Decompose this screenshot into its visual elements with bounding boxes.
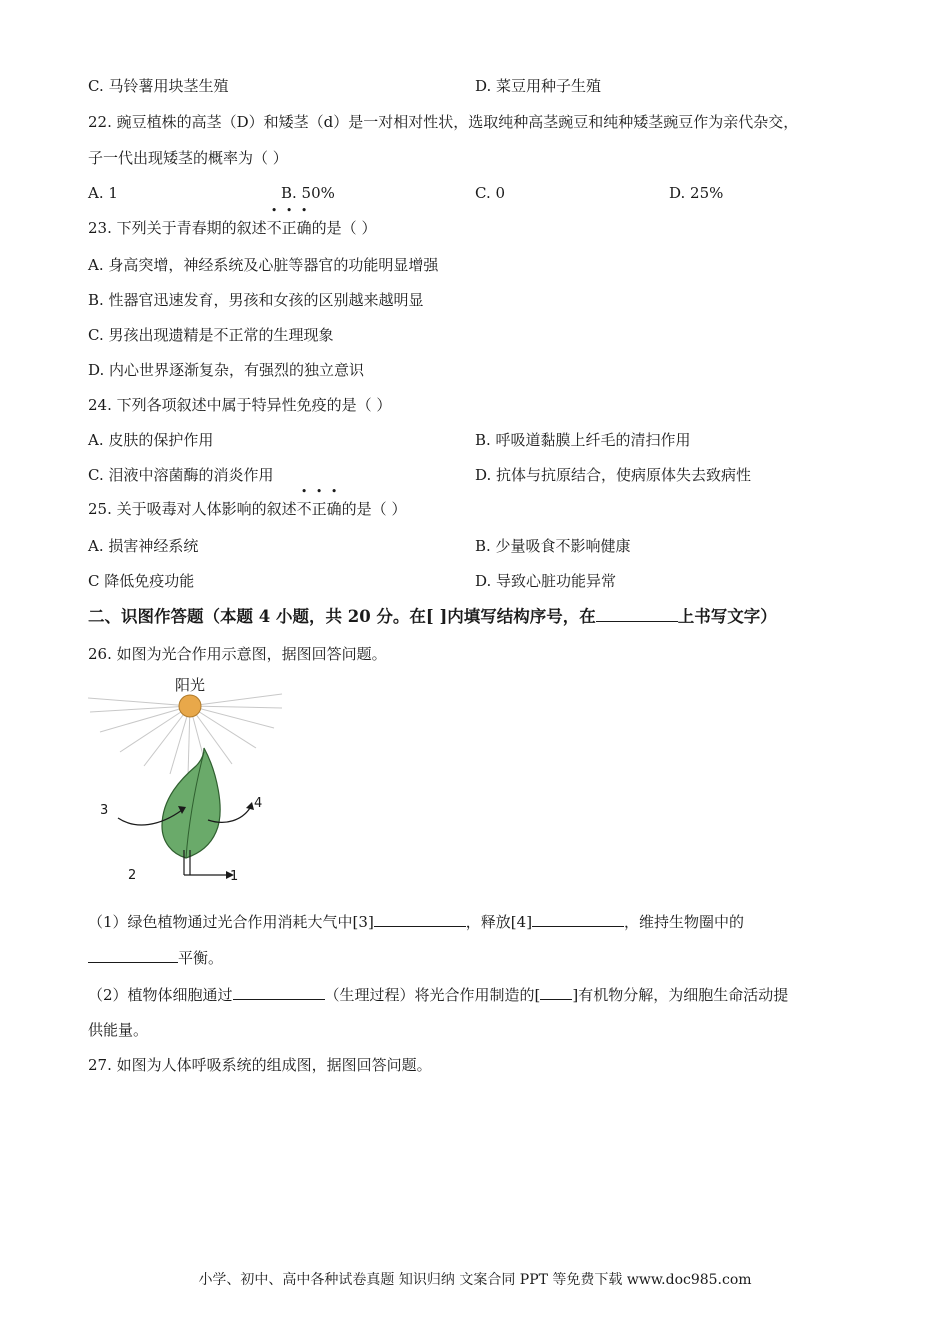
q25-emph-char: 正	[311, 500, 327, 518]
q25-emph-char: 确	[326, 500, 342, 518]
section-heading-post: 上书写文字）	[677, 607, 777, 626]
q22-option-d: D. 25%	[669, 184, 724, 202]
q22-option-a: A. 1	[88, 184, 118, 202]
q24-option-a: A. 皮肤的保护作用	[88, 431, 214, 449]
q25-option-a: A. 损害神经系统	[88, 537, 199, 555]
q26-sub2-line2: 供能量。	[88, 1021, 149, 1039]
q23-emph-char: 正	[281, 219, 297, 237]
sun-icon	[179, 695, 201, 717]
q23-stem-pre: 23. 下列关于青春期的叙述	[88, 219, 267, 237]
q26-sub1-text: ，维持生物圈中的	[624, 913, 745, 931]
label-4: 4	[254, 796, 263, 811]
q26-sub2-line1	[88, 983, 788, 1006]
q26-sub2-text: ]有机物分解，为细胞生命活动提	[572, 986, 789, 1004]
answer-blank[interactable]	[532, 910, 624, 927]
q25-stem-post: 的是（ ）	[341, 500, 407, 518]
q24-stem: 24. 下列各项叙述中属于特异性免疫的是（ ）	[88, 396, 392, 414]
q23-option-c: C. 男孩出现遗精是不正常的生理现象	[88, 326, 334, 344]
q23-stem	[88, 217, 376, 239]
answer-blank[interactable]	[233, 983, 325, 1000]
q22-option-c: C. 0	[475, 184, 506, 202]
q25-option-c: C 降低免疫功能	[88, 572, 195, 590]
q23-option-d: D. 内心世界逐渐复杂，有强烈的独立意识	[88, 361, 365, 379]
photosynthesis-figure	[86, 670, 286, 890]
q22-stem-line1: 22. 豌豆植株的高茎（D）和矮茎（d）是一对相对性状，选取纯种高茎豌豆和纯种矮茎豌豆作为亲代杂交，	[88, 113, 799, 131]
q24-option-c: C. 泪液中溶菌酶的消炎作用	[88, 466, 274, 484]
label-1: 1	[230, 869, 239, 884]
q26-sub2-text: （生理过程）将光合作用制造的[	[324, 986, 541, 1004]
label-2: 2	[128, 868, 137, 883]
q25-stem	[88, 498, 406, 520]
q25-stem-pre: 25. 关于吸毒对人体影响的叙述	[88, 500, 297, 518]
q24-option-b: B. 呼吸道黏膜上纤毛的清扫作用	[475, 431, 691, 449]
label-3: 3	[100, 803, 109, 818]
q26-sub1-line2	[88, 946, 223, 969]
q22-stem-line2: 子一代出现矮茎的概率为（ ）	[88, 149, 288, 167]
q23-emph-char: 不	[266, 219, 282, 237]
q26-stem: 26. 如图为光合作用示意图，据图回答问题。	[88, 645, 387, 663]
section-heading	[88, 605, 777, 628]
sun-label: 阳光	[174, 676, 206, 694]
q22-option-b: B. 50%	[281, 184, 335, 202]
page-footer: 小学、初中、高中各种试卷真题 知识归纳 文案合同 PPT 等免费下载 www.doc985.com	[198, 1272, 752, 1288]
answer-blank[interactable]	[88, 946, 178, 963]
q21-option-d: D. 菜豆用种子生殖	[475, 77, 602, 95]
q26-sub2-text: （2）植物体细胞通过	[88, 986, 233, 1004]
q25-emph-char: 不	[296, 500, 312, 518]
photosynthesis-diagram	[86, 670, 286, 890]
q23-option-b: B. 性器官迅速发育，男孩和女孩的区别越来越明显	[88, 291, 424, 309]
section-heading-pre: 二、识图作答题（本题 4 小题，共 20 分。在[ ]内填写结构序号，在	[88, 607, 596, 626]
q26-sub1-text: （1）绿色植物通过光合作用消耗大气中[3]	[88, 913, 374, 931]
q23-stem-post: 的是（ ）	[311, 219, 377, 237]
q24-option-d: D. 抗体与抗原结合，使病原体失去致病性	[475, 466, 752, 484]
q25-option-b: B. 少量吸食不影响健康	[475, 537, 631, 555]
arrow-head-icon	[246, 802, 254, 810]
q25-option-d: D. 导致心脏功能异常	[475, 572, 617, 590]
q26-sub1-text: ，释放[4]	[465, 913, 533, 931]
q21-option-c: C. 马铃薯用块茎生殖	[88, 77, 229, 95]
q23-emph-char: 确	[296, 219, 312, 237]
q26-sub1-line1	[88, 910, 744, 933]
q23-option-a: A. 身高突增，神经系统及心脏等器官的功能明显增强	[88, 256, 439, 274]
q27-stem: 27. 如图为人体呼吸系统的组成图，据图回答问题。	[88, 1056, 432, 1074]
leaf-shape	[162, 748, 220, 858]
answer-blank[interactable]	[374, 910, 466, 927]
q26-sub1-text: 平衡。	[178, 949, 224, 967]
section-heading-blank	[596, 605, 678, 622]
answer-blank[interactable]	[540, 983, 572, 1000]
